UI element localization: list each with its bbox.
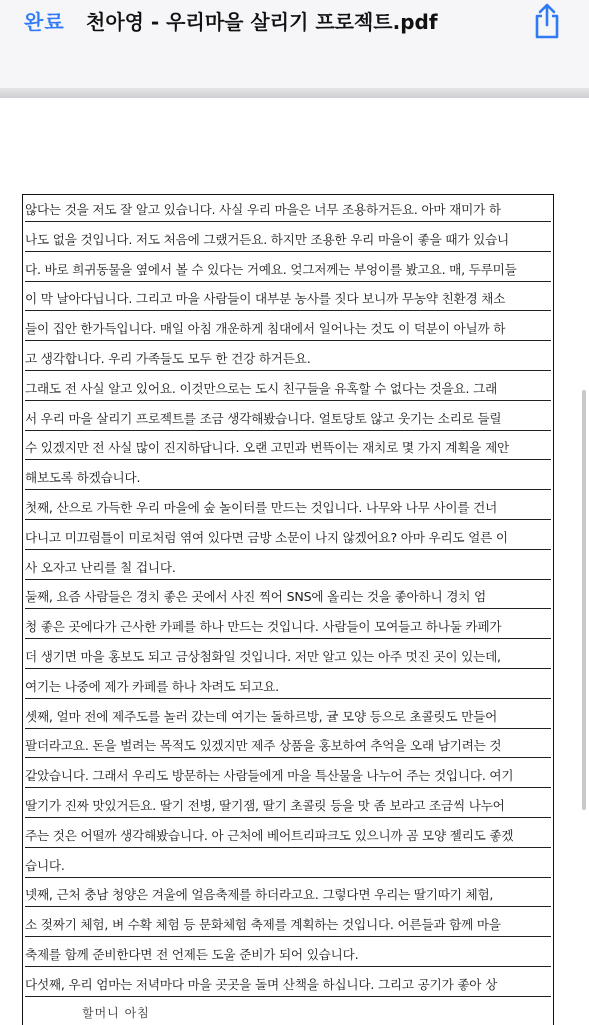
document-text-line: 같았습니다. 그래서 우리도 방문하는 사람들에게 마을 특산물을 나누어 주는 것입니다. 여기 xyxy=(25,765,551,788)
document-text-line: 둘째, 요즘 사람들은 경치 좋은 곳에서 사진 찍어 SNS에 올리는 것을 좋아하니 경치 엄 xyxy=(25,586,551,609)
lined-paper xyxy=(22,194,554,1025)
handwritten-annotation: 할머니 아침 xyxy=(82,1006,150,1020)
document-text-line: 나도 없을 것입니다. 저도 처음에 그랬거든요. 하지만 조용한 우리 마을이 좋을 때가 있습니 xyxy=(25,229,551,252)
secondary-toolbar xyxy=(0,58,589,88)
document-text-line: 다섯째, 우리 엄마는 저녁마다 마을 곳곳을 돌며 산책을 하십니다. 그리고 공기가 좋아 상 xyxy=(25,974,551,997)
document-title: 천아영 - 우리마을 살리기 프로젝트.pdf xyxy=(86,10,438,34)
document-text-line: 이 막 날아다닙니다. 그리고 마을 사람들이 대부분 농사를 짓다 보니까 무농약 친환경 채소 xyxy=(25,288,551,311)
document-text-line: 셋째, 얼마 전에 제주도를 놀러 갔는데 여기는 돌하르방, 귤 모양 등으로 초콜릿도 만들어 xyxy=(25,706,551,729)
document-text-line: 청 좋은 곳에다가 근사한 카페를 하나 만드는 것입니다. 사람들이 모여들고 하나둘 카페가 xyxy=(25,616,551,639)
top-navigation-bar xyxy=(0,0,589,58)
scrollbar[interactable] xyxy=(582,390,586,810)
document-text-line: 들이 집안 한가득입니다. 매일 아침 개운하게 침대에서 일어나는 것도 이 덕분이 아닐까 하 xyxy=(25,318,551,341)
document-text-line: 축제를 함께 준비한다면 전 언제든 도울 준비가 되어 있습니다. xyxy=(25,944,551,967)
document-text-line: 수 있겠지만 전 사실 많이 진지하답니다. 오랜 고민과 번뜩이는 재치로 몇 가지 계획을 제안 xyxy=(25,437,551,460)
document-text-line: 여기는 나중에 제가 카페를 하나 차려도 되고요. xyxy=(25,676,551,699)
document-text-line: 서 우리 마을 살리기 프로젝트를 조금 생각해봤습니다. 얼토당토 않고 웃기는 소리로 들릴 xyxy=(25,408,551,431)
pdf-page[interactable] xyxy=(0,98,589,1022)
document-text-line: 않다는 것을 저도 잘 알고 있습니다. 사실 우리 마을은 너무 조용하거든요. 아마 재미가 하 xyxy=(25,199,551,222)
document-text-line: 더 생기면 마을 홍보도 되고 금상첨화일 것입니다. 저만 알고 있는 아주 멋진 곳이 있는데, xyxy=(25,646,551,669)
document-text-line: 해보도록 하겠습니다. xyxy=(25,467,551,490)
document-text-line: 팔더라고요. 돈을 벌려는 목적도 있겠지만 제주 상품을 홍보하여 추억을 오래 남기려는 것 xyxy=(25,735,551,758)
document-text-line: 사 오자고 난리를 칠 겁니다. xyxy=(25,557,551,580)
toolbar-divider xyxy=(0,88,589,98)
document-text-line: 주는 것은 어떨까 생각해봤습니다. 아 근처에 베어트리파크도 있으니까 곰 모양 젤리도 좋겠 xyxy=(25,825,551,848)
document-text-line: 습니다. xyxy=(25,855,551,878)
document-text-line: 넷째, 근처 충남 청양은 겨울에 얼음축제를 하더라고요. 그렇다면 우리는 딸기따기 체험, xyxy=(25,884,551,907)
document-text-line: 딸기가 진짜 맛있거든요. 딸기 전병, 딸기잼, 딸기 초콜릿 등을 맛 좀 보라고 조금씩 나누어 xyxy=(25,795,551,818)
document-text-line: 소 젖짜기 체험, 벼 수확 체험 등 문화체험 축제를 계획하는 것입니다. 어른들과 함께 마을 xyxy=(25,914,551,937)
share-icon[interactable] xyxy=(531,1,563,41)
document-text-line: 다니고 미끄럼틀이 미로처럼 엮여 있다면 금방 소문이 나지 않겠어요? 아마 우리도 얼른 이 xyxy=(25,527,551,550)
done-button[interactable]: 완료 xyxy=(24,10,65,34)
document-text-line: 고 생각합니다. 우리 가족들도 모두 한 건강 하거든요. xyxy=(25,348,551,371)
document-text-line: 첫째, 산으로 가득한 우리 마을에 숲 놀이터를 만드는 것입니다. 나무와 나무 사이를 건너 xyxy=(25,497,551,520)
document-text-line: 다. 바로 희귀동물을 옆에서 볼 수 있다는 거예요. 엊그저께는 부엉이를 봤고요. 매, 두루미들 xyxy=(25,259,551,282)
document-text-line: 그래도 전 사실 알고 있어요. 이것만으로는 도시 친구들을 유혹할 수 없다는 것을요. 그래 xyxy=(25,378,551,401)
